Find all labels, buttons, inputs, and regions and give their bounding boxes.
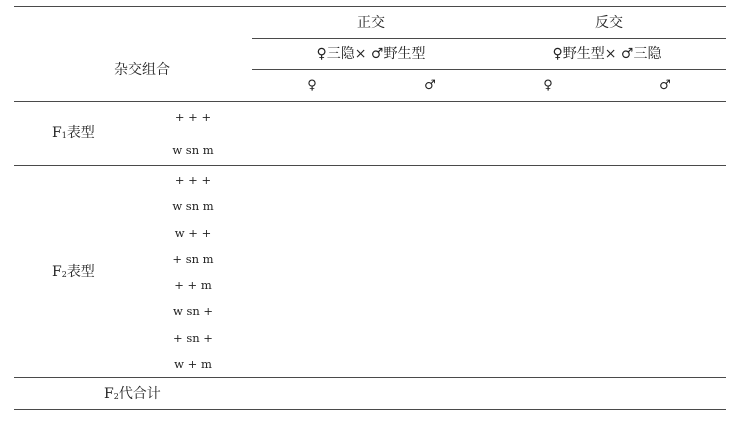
header-bottom-rule bbox=[14, 101, 726, 102]
f2-total-label: F2代合计 bbox=[104, 386, 161, 402]
f2-genotype: + sn + bbox=[173, 331, 213, 345]
f2-phenotype-label: F2表型 bbox=[52, 264, 95, 280]
f2-genotype: w + + bbox=[174, 226, 212, 240]
group-label-reciprocal-forward: 正交 bbox=[357, 15, 385, 31]
header-rule-crosses bbox=[252, 69, 726, 70]
female-symbol-forward: ♀ bbox=[307, 78, 317, 93]
f2-section-rule bbox=[14, 377, 726, 378]
f2-genotype: + + + bbox=[174, 173, 212, 187]
f2-genotype: + sn m bbox=[172, 252, 214, 266]
female-symbol-reverse: ♀ bbox=[543, 78, 553, 93]
f1-phenotype-label: F1表型 bbox=[52, 125, 95, 141]
cross-description-forward: ♀三隐× ♂野生型 bbox=[316, 46, 426, 62]
f2-genotype: + + m bbox=[174, 278, 212, 292]
f2-genotype: w sn + bbox=[172, 304, 214, 318]
table-bottom-rule bbox=[14, 409, 726, 410]
f2-genotype: w + m bbox=[174, 357, 212, 371]
f1-genotype: w sn m bbox=[172, 143, 214, 157]
header-rule-groups bbox=[252, 38, 726, 39]
row-header-label: 杂交组合 bbox=[114, 62, 170, 78]
f2-genotype: w sn m bbox=[172, 199, 214, 213]
f1-section-rule bbox=[14, 165, 726, 166]
table-top-rule bbox=[14, 6, 726, 7]
cross-description-reverse: ♀野生型× ♂三隐 bbox=[552, 46, 662, 62]
group-label-reciprocal-reverse: 反交 bbox=[595, 15, 623, 31]
male-symbol-forward: ♂ bbox=[424, 78, 436, 93]
f1-genotype: + + + bbox=[174, 110, 212, 124]
male-symbol-reverse: ♂ bbox=[659, 78, 671, 93]
